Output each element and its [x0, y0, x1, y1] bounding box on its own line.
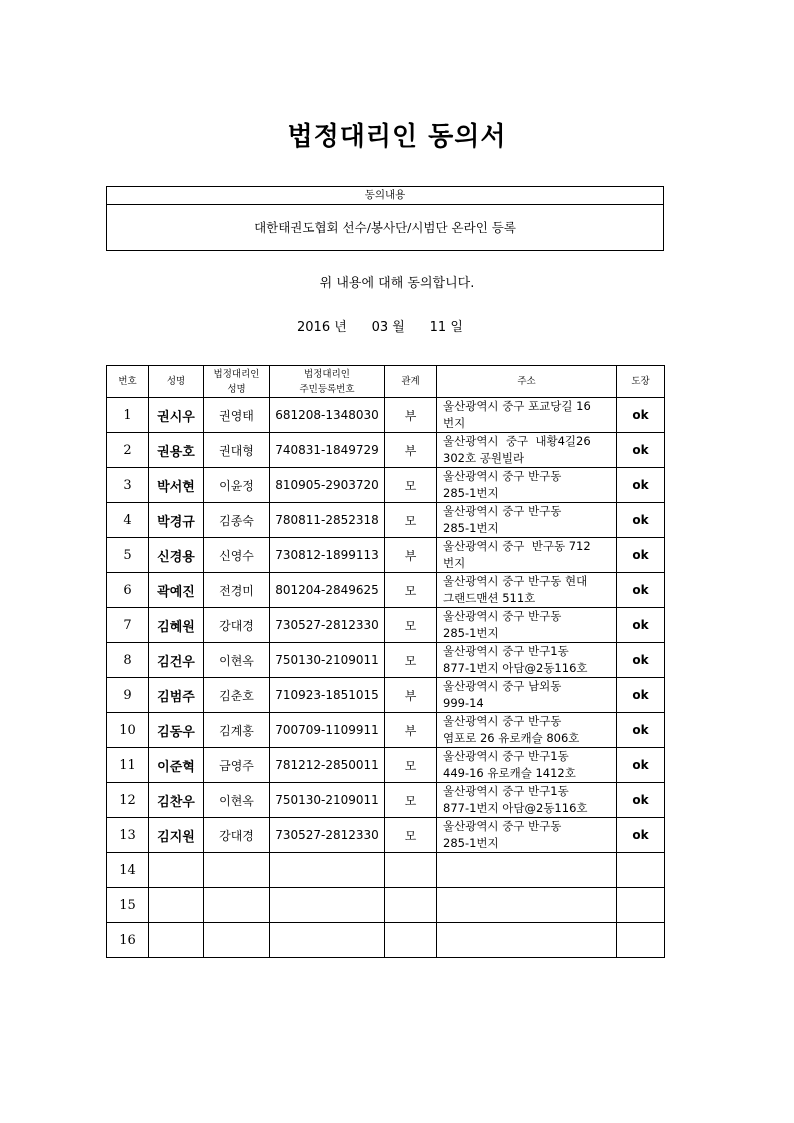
cell-relation: 모 — [385, 643, 437, 678]
cell-name: 권시우 — [149, 398, 204, 433]
cell-no: 14 — [107, 853, 149, 888]
cell-address — [437, 923, 617, 958]
header-seal: 도장 — [617, 366, 665, 398]
cell-guardian-id — [270, 853, 385, 888]
cell-seal: ok — [617, 783, 665, 818]
consent-box — [106, 186, 664, 251]
cell-address: 울산광역시 중구 포교당길 16 번지 — [437, 398, 617, 433]
header-no: 번호 — [107, 366, 149, 398]
cell-seal: ok — [617, 573, 665, 608]
table-row — [107, 643, 665, 678]
date-day-unit: 일 — [450, 320, 463, 335]
cell-no: 15 — [107, 888, 149, 923]
cell-name: 김찬우 — [149, 783, 204, 818]
cell-name: 김범주 — [149, 678, 204, 713]
cell-seal: ok — [617, 713, 665, 748]
table-row — [107, 818, 665, 853]
header-guardian-name: 법정대리인 성명 — [204, 366, 270, 398]
cell-no: 10 — [107, 713, 149, 748]
cell-address: 울산광역시 중구 반구1동 449-16 유로캐슬 1412호 — [437, 748, 617, 783]
cell-name: 곽예진 — [149, 573, 204, 608]
cell-no: 4 — [107, 503, 149, 538]
cell-guardian-name — [204, 853, 270, 888]
cell-guardian-id: 681208-1348030 — [270, 398, 385, 433]
cell-no: 11 — [107, 748, 149, 783]
cell-no: 3 — [107, 468, 149, 503]
cell-relation: 모 — [385, 783, 437, 818]
cell-address: 울산광역시 중구 남외동 999-14 — [437, 678, 617, 713]
cell-seal: ok — [617, 503, 665, 538]
cell-seal — [617, 923, 665, 958]
table-row — [107, 538, 665, 573]
table-row — [107, 503, 665, 538]
cell-no: 13 — [107, 818, 149, 853]
table-row — [107, 923, 665, 958]
table-row — [107, 573, 665, 608]
cell-address: 울산광역시 중구 반구동 285-1번지 — [437, 468, 617, 503]
cell-guardian-id: 700709-1109911 — [270, 713, 385, 748]
cell-seal: ok — [617, 398, 665, 433]
cell-seal: ok — [617, 538, 665, 573]
cell-name: 김지원 — [149, 818, 204, 853]
cell-guardian-id: 810905-2903720 — [270, 468, 385, 503]
cell-name: 권용호 — [149, 433, 204, 468]
cell-relation: 모 — [385, 818, 437, 853]
cell-guardian-id: 781212-2850011 — [270, 748, 385, 783]
cell-address: 울산광역시 중구 반구동 712 번지 — [437, 538, 617, 573]
cell-no: 6 — [107, 573, 149, 608]
table-row — [107, 713, 665, 748]
cell-relation — [385, 853, 437, 888]
cell-guardian-id — [270, 923, 385, 958]
cell-seal: ok — [617, 468, 665, 503]
cell-relation — [385, 923, 437, 958]
table-row — [107, 678, 665, 713]
cell-guardian-name: 강대경 — [204, 608, 270, 643]
header-relation: 관계 — [385, 366, 437, 398]
cell-address: 울산광역시 중구 반구동 염포로 26 유로캐슬 806호 — [437, 713, 617, 748]
date-line — [297, 316, 463, 335]
cell-name: 신경용 — [149, 538, 204, 573]
cell-no: 7 — [107, 608, 149, 643]
cell-seal — [617, 888, 665, 923]
cell-address — [437, 853, 617, 888]
table-row — [107, 888, 665, 923]
table-body — [107, 398, 665, 958]
header-name: 성명 — [149, 366, 204, 398]
cell-guardian-id: 710923-1851015 — [270, 678, 385, 713]
cell-guardian-name: 이현옥 — [204, 783, 270, 818]
cell-no: 9 — [107, 678, 149, 713]
agree-statement: 위 내용에 대해 동의합니다. — [319, 276, 475, 291]
cell-name — [149, 853, 204, 888]
cell-guardian-name — [204, 923, 270, 958]
cell-guardian-id — [270, 888, 385, 923]
cell-relation: 부 — [385, 678, 437, 713]
cell-no: 1 — [107, 398, 149, 433]
cell-seal: ok — [617, 748, 665, 783]
table-row — [107, 748, 665, 783]
cell-relation: 모 — [385, 503, 437, 538]
date-day: 11 — [429, 320, 447, 335]
table-row — [107, 783, 665, 818]
cell-guardian-name: 김종숙 — [204, 503, 270, 538]
cell-seal: ok — [617, 678, 665, 713]
cell-guardian-id: 740831-1849729 — [270, 433, 385, 468]
header-guardian-id: 법정대리인 주민등록번호 — [270, 366, 385, 398]
cell-guardian-id: 801204-2849625 — [270, 573, 385, 608]
cell-guardian-name: 전경미 — [204, 573, 270, 608]
table-row — [107, 398, 665, 433]
cell-address: 울산광역시 중구 반구동 285-1번지 — [437, 818, 617, 853]
consent-text: 대한태권도협회 선수/봉사단/시범단 온라인 등록 — [254, 220, 516, 235]
cell-guardian-id: 730812-1899113 — [270, 538, 385, 573]
cell-seal: ok — [617, 433, 665, 468]
table-header-row — [107, 366, 665, 398]
cell-no: 8 — [107, 643, 149, 678]
cell-guardian-id: 750130-2109011 — [270, 643, 385, 678]
cell-address: 울산광역시 중구 반구동 285-1번지 — [437, 503, 617, 538]
cell-guardian-name: 신영수 — [204, 538, 270, 573]
cell-address: 울산광역시 중구 반구동 현대 그랜드맨션 511호 — [437, 573, 617, 608]
cell-seal — [617, 853, 665, 888]
cell-guardian-id: 780811-2852318 — [270, 503, 385, 538]
date-month-unit: 월 — [392, 320, 405, 335]
cell-relation: 모 — [385, 748, 437, 783]
cell-relation: 모 — [385, 573, 437, 608]
cell-relation: 부 — [385, 713, 437, 748]
cell-name — [149, 923, 204, 958]
cell-address: 울산광역시 중구 반구1동 877-1번지 아담@2동116호 — [437, 783, 617, 818]
guardian-consent-table — [106, 365, 665, 958]
cell-guardian-id: 730527-2812330 — [270, 608, 385, 643]
cell-guardian-name: 이현옥 — [204, 643, 270, 678]
cell-guardian-id: 730527-2812330 — [270, 818, 385, 853]
table-row — [107, 468, 665, 503]
cell-guardian-name: 이윤정 — [204, 468, 270, 503]
cell-no: 2 — [107, 433, 149, 468]
cell-name: 김혜원 — [149, 608, 204, 643]
cell-relation: 모 — [385, 608, 437, 643]
table-row — [107, 608, 665, 643]
cell-relation — [385, 888, 437, 923]
cell-no: 16 — [107, 923, 149, 958]
cell-guardian-name: 권대형 — [204, 433, 270, 468]
cell-relation: 부 — [385, 433, 437, 468]
cell-no: 12 — [107, 783, 149, 818]
cell-relation: 모 — [385, 468, 437, 503]
table-row — [107, 853, 665, 888]
cell-address — [437, 888, 617, 923]
cell-name: 이준혁 — [149, 748, 204, 783]
cell-address: 울산광역시 중구 내황4길26 302호 공원빌라 — [437, 433, 617, 468]
cell-no: 5 — [107, 538, 149, 573]
cell-seal: ok — [617, 818, 665, 853]
cell-guardian-name: 강대경 — [204, 818, 270, 853]
document-title: 법정대리인 동의서 — [287, 122, 507, 152]
cell-guardian-name: 김계홍 — [204, 713, 270, 748]
cell-seal: ok — [617, 643, 665, 678]
cell-name — [149, 888, 204, 923]
consent-header: 동의내용 — [107, 187, 663, 205]
date-month: 03 — [371, 320, 389, 335]
cell-name: 박서현 — [149, 468, 204, 503]
cell-guardian-name: 권영태 — [204, 398, 270, 433]
cell-relation: 부 — [385, 538, 437, 573]
cell-address: 울산광역시 중구 반구1동 877-1번지 아담@2동116호 — [437, 643, 617, 678]
date-year-unit: 년 — [334, 320, 347, 335]
cell-guardian-name: 금영주 — [204, 748, 270, 783]
cell-name: 박경규 — [149, 503, 204, 538]
cell-relation: 부 — [385, 398, 437, 433]
cell-guardian-id: 750130-2109011 — [270, 783, 385, 818]
date-year: 2016 — [297, 320, 331, 335]
cell-name: 김건우 — [149, 643, 204, 678]
cell-guardian-name — [204, 888, 270, 923]
cell-guardian-name: 김춘호 — [204, 678, 270, 713]
cell-seal: ok — [617, 608, 665, 643]
cell-name: 김동우 — [149, 713, 204, 748]
table-row — [107, 433, 665, 468]
header-address: 주소 — [437, 366, 617, 398]
cell-address: 울산광역시 중구 반구동 285-1번지 — [437, 608, 617, 643]
